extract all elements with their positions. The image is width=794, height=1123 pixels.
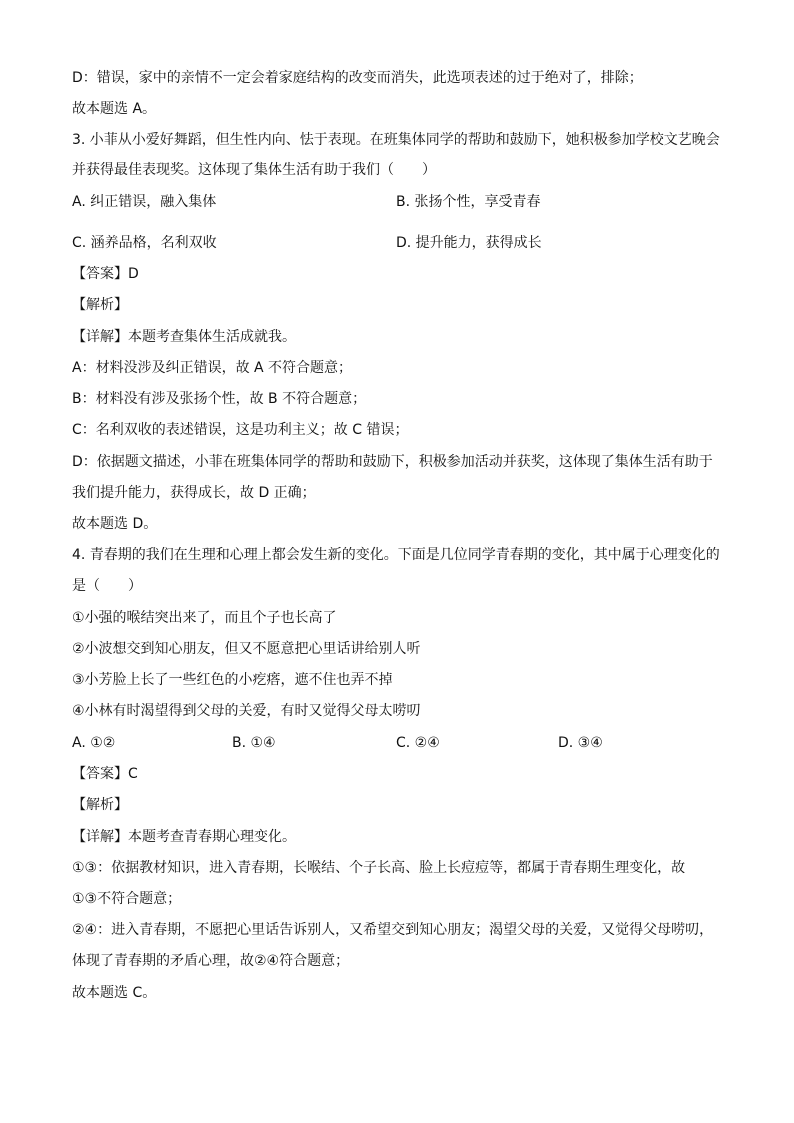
- text-line: D：错误，家中的亲情不一定会着家庭结构的改变而消失，此选项表述的过于绝对了，排除；: [72, 70, 643, 86]
- q4-detail-line: 【详解】本题考查青春期心理变化。: [72, 829, 296, 845]
- q4-answer: 【答案】C: [72, 766, 138, 782]
- q4-statement: ④小林有时渴望得到父母的关爱，有时又觉得父母太唠叨: [72, 703, 421, 719]
- q4-option-b: B. ①④: [232, 735, 276, 751]
- q3-detail-line: B：材料没有涉及张扬个性，故 B 不符合题意；: [72, 391, 367, 407]
- q3-detail-line: D：依据题文描述，小菲在班集体同学的帮助和鼓励下，积极参加活动并获奖，这体现了集体生活有助于: [72, 454, 713, 470]
- q3-detail-line: A：材料没涉及纠正错误，故 A 不符合题意；: [72, 360, 353, 376]
- q3-option-c: C. 涵养品格，名利双收: [72, 235, 217, 251]
- question-4-stem: 是（ ）: [72, 578, 142, 594]
- q3-option-a: A. 纠正错误，融入集体: [72, 194, 217, 210]
- q4-detail-line: 故本题选 C。: [72, 985, 157, 1001]
- q4-statement: ②小波想交到知心朋友，但又不愿意把心里话讲给别人听: [72, 641, 421, 657]
- question-4-stem: 4. 青春期的我们在生理和心理上都会发生新的变化。下面是几位同学青春期的变化，其中属于心理变化的: [72, 547, 720, 563]
- q4-detail-line: ①③：依据教材知识，进入青春期，长喉结、个子长高、脸上长痘痘等，都属于青春期生理变化，故: [72, 860, 686, 876]
- q4-statement: ①小强的喉结突出来了，而且个子也长高了: [72, 610, 337, 626]
- q4-detail-line: 体现了青春期的矛盾心理，故②④符合题意；: [72, 953, 350, 969]
- q3-detail-line: 故本题选 D。: [72, 516, 158, 532]
- q4-detail-line: ②④：进入青春期，不愿把心里话告诉别人，又希望交到知心朋友；渴望父母的关爱，又觉得父母唠叨，: [72, 922, 714, 938]
- q4-option-d: D. ③④: [558, 735, 603, 751]
- question-3-stem: 3. 小菲从小爱好舞蹈，但生性内向、怯于表现。在班集体同学的帮助和鼓励下，她积极参加学校文艺晚会: [72, 132, 720, 148]
- q3-detail-line: 我们提升能力，获得成长，故 D 正确；: [72, 485, 316, 501]
- q3-option-d: D. 提升能力，获得成长: [396, 235, 542, 251]
- q4-option-c: C. ②④: [396, 735, 440, 751]
- q3-detail-line: C：名利双收的表述错误，这是功利主义；故 C 错误；: [72, 422, 409, 438]
- q3-detail-line: 【详解】本题考查集体生活成就我。: [72, 329, 296, 345]
- q4-detail-line: ①③不符合题意；: [72, 891, 182, 907]
- q4-analysis-label: 【解析】: [72, 797, 128, 813]
- question-3-stem: 并获得最佳表现奖。这体现了集体生活有助于我们（ ）: [72, 162, 436, 178]
- q3-option-b: B. 张扬个性，享受青春: [396, 194, 541, 210]
- text-line: 故本题选 A。: [72, 101, 157, 117]
- q3-analysis-label: 【解析】: [72, 297, 128, 313]
- q4-option-a: A. ①②: [72, 735, 116, 751]
- q4-statement: ③小芳脸上长了一些红色的小疙瘩，遮不住也弄不掉: [72, 672, 393, 688]
- q3-answer: 【答案】D: [72, 266, 139, 282]
